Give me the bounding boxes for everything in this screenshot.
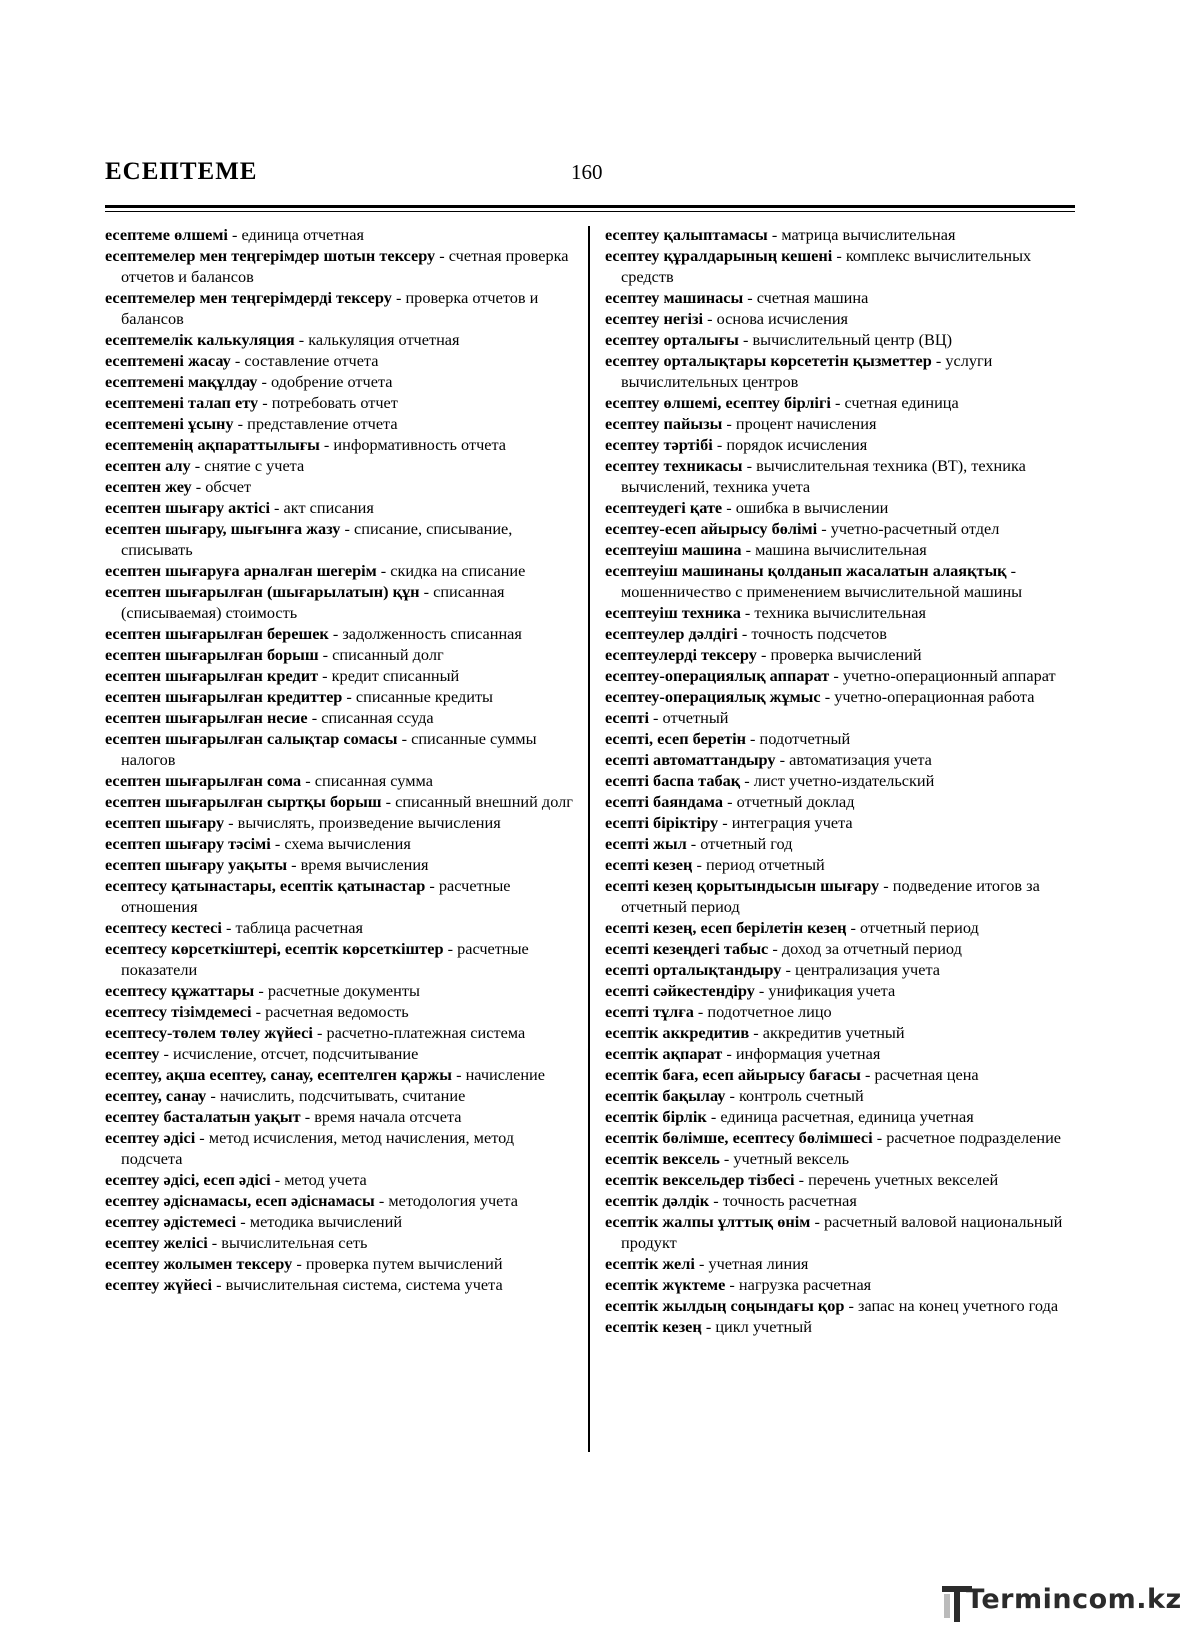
dictionary-entry: есептеу машинасы - счетная машина: [605, 288, 869, 307]
entry-definition: списанные суммы налогов: [121, 729, 537, 769]
entry-definition: информативность отчета: [333, 435, 507, 454]
entry-term: есептеулер дәлдігі: [605, 624, 738, 643]
entry-definition: машина вычислительная: [755, 540, 927, 559]
entry-term: есептеуіш машинаны қолданып жасалатын алаяқтық: [605, 561, 1007, 580]
entry-definition: таблица расчетная: [235, 918, 363, 937]
entry-term: есептемені жасау: [105, 351, 231, 370]
entry-definition: списанный внешний долг: [395, 792, 573, 811]
entry-term: есептеу: [105, 1044, 160, 1063]
entry-term: есептесу тізімдемесі: [105, 1002, 252, 1021]
right-column: [605, 224, 1075, 1337]
entry-term: есептік желі: [605, 1254, 695, 1273]
entry-term: есептен шығарылған сома: [105, 771, 302, 790]
entry-definition: централизация учета: [794, 960, 941, 979]
entry-definition: отчетный: [662, 708, 729, 727]
entry-definition: вычислять, произведение вычисления: [237, 813, 501, 832]
entry-definition: счетная проверка отчетов и балансов: [121, 246, 569, 286]
dictionary-entry: есептік аккредитив - аккредитив учетный: [605, 1023, 905, 1042]
entry-term: есептеу әдісі: [105, 1128, 196, 1147]
entry-term: есепті біріктіру: [605, 813, 719, 832]
dictionary-entry: есептен шығарылған берешек - задолженность списанная: [105, 624, 522, 643]
entry-term: есептен шығарылған (шығарылатын) құн: [105, 582, 420, 601]
dictionary-entry: есептеу тәртібі - порядок исчисления: [605, 435, 868, 454]
dictionary-entry: есептік кезең - цикл учетный: [605, 1317, 812, 1336]
entry-term: есептеп шығару тәсімі: [105, 834, 271, 853]
entry-definition: вычислительная техника (ВТ), техника вычислений, техника учета: [621, 456, 1026, 496]
entry-definition: отчетный доклад: [736, 792, 855, 811]
entry-definition: списанная ссуда: [321, 708, 434, 727]
entry-term: есептен шығару, шығынға жазу: [105, 519, 341, 538]
entry-definition: запас на конец учетного года: [858, 1296, 1059, 1315]
entry-term: есептемелер мен теңгерімдерді тексеру: [105, 288, 392, 307]
dictionary-entry: есептеу басталатын уақыт - время начала отсчета: [105, 1107, 462, 1126]
entry-definition: учетно-расчетный отдел: [830, 519, 1000, 538]
entry-term: есептеу әдістемесі: [105, 1212, 237, 1231]
entry-term: есепті баяндама: [605, 792, 724, 811]
dictionary-entry: есепті кезең қорытындысын шығару - подведение итогов за отчетный период: [605, 876, 1040, 916]
dictionary-entry: есептемелер мен теңгерімдерді тексеру - проверка отчетов и балансов: [105, 288, 539, 328]
entry-definition: подведение итогов за отчетный период: [621, 876, 1040, 916]
entry-definition: расчетная цена: [874, 1065, 979, 1084]
entry-definition: акт списания: [283, 498, 374, 517]
entry-definition: порядок исчисления: [726, 435, 868, 454]
entry-term: есептемені талап ету: [105, 393, 259, 412]
entry-term: есептік аккредитив: [605, 1023, 750, 1042]
left-column: [105, 224, 575, 1295]
entry-term: есептеп шығару: [105, 813, 225, 832]
entry-term: есептеу, ақша есептеу, санау, есептелген қаржы: [105, 1065, 453, 1084]
dictionary-entry: есептен жеу - обсчет: [105, 477, 252, 496]
dictionary-entry: есептесу-төлем төлеу жүйесі - расчетно-платежная система: [105, 1023, 526, 1042]
dictionary-entry: есептеу-операциялық аппарат - учетно-операционный аппарат: [605, 666, 1056, 685]
entry-term: есептеу желісі: [105, 1233, 208, 1252]
dictionary-entry: есептеуіш машинаны қолданып жасалатын алаяқтық - мошенничество с применением вычислительной машины: [605, 561, 1023, 601]
dictionary-entry: есепті - отчетный: [605, 708, 729, 727]
dictionary-entry: есептемені мақұлдау - одобрение отчета: [105, 372, 393, 391]
entry-definition: задолженность списанная: [342, 624, 522, 643]
entry-term: есепті, есеп беретін: [605, 729, 746, 748]
dictionary-entry: есептеу, санау - начислить, подсчитывать, считание: [105, 1086, 466, 1105]
dictionary-entry: есептік бірлік - единица расчетная, единица учетная: [605, 1107, 974, 1126]
entry-definition: методика вычислений: [249, 1212, 403, 1231]
entry-definition: представление отчета: [247, 414, 398, 433]
header-rule-thin: [105, 211, 1075, 212]
dictionary-entry: есептеу негізі - основа исчисления: [605, 309, 849, 328]
entry-definition: калькуляция отчетная: [308, 330, 460, 349]
entry-definition: основа исчисления: [716, 309, 849, 328]
entry-definition: контроль счетный: [738, 1086, 864, 1105]
dictionary-entry: есептен шығарылған борыш - списанный долг: [105, 645, 444, 664]
entry-term: есептік дәлдік: [605, 1191, 710, 1210]
dictionary-entry: есептік баға, есеп айырысу бағасы - расчетная цена: [605, 1065, 979, 1084]
entry-definition: вычислительная система, система учета: [225, 1275, 503, 1294]
entry-definition: проверка отчетов и балансов: [121, 288, 539, 328]
entry-term: есептеу машинасы: [605, 288, 744, 307]
entry-definition: единица расчетная, единица учетная: [720, 1107, 974, 1126]
entry-definition: схема вычисления: [284, 834, 411, 853]
entry-term: есептеу құралдарының кешені: [605, 246, 833, 265]
entry-definition: вычислительный центр (ВЦ): [752, 330, 953, 349]
entry-term: есептік бөлімше, есептесу бөлімшесі: [605, 1128, 873, 1147]
entry-definition: перечень учетных векселей: [808, 1170, 999, 1189]
dictionary-entry: есептен шығаруға арналған шегерім - скидка на списание: [105, 561, 526, 580]
dictionary-entry: есептеп шығару тәсімі - схема вычисления: [105, 834, 411, 853]
entry-definition: мошенничество с применением вычислительной машины: [621, 582, 1023, 601]
entry-term: есептесу қатынастары, есептік қатынастар: [105, 876, 426, 895]
entry-term: есептен шығарылған берешек: [105, 624, 329, 643]
entry-definition: нагрузка расчетная: [738, 1275, 872, 1294]
entry-term: есепті кезең, есеп берілетін кезең: [605, 918, 847, 937]
dictionary-entry: есептеу құралдарының кешені - комплекс вычислительных средств: [605, 246, 1032, 286]
dictionary-entry: есептік бөлімше, есептесу бөлімшесі - расчетное подразделение: [605, 1128, 1062, 1147]
dictionary-entry: есептеу әдісі, есеп әдісі - метод учета: [105, 1170, 367, 1189]
dictionary-entry: есептік жүктеме - нагрузка расчетная: [605, 1275, 872, 1294]
dictionary-entry: есептеу, ақша есептеу, санау, есептелген қаржы - начисление: [105, 1065, 545, 1084]
dictionary-entry: есептен шығарылған кредиттер - списанные кредиты: [105, 687, 494, 706]
entry-term: есептік кезең: [605, 1317, 702, 1336]
entry-definition: комплекс вычислительных средств: [621, 246, 1032, 286]
entry-term: есептен алу: [105, 456, 191, 475]
entry-definition: снятие с учета: [204, 456, 305, 475]
entry-term: есепті кезеңдегі табыс: [605, 939, 769, 958]
entry-term: есептен жеу: [105, 477, 192, 496]
entry-term: есептеу-операциялық жұмыс: [605, 687, 821, 706]
entry-definition: счетная машина: [756, 288, 869, 307]
dictionary-entry: есептеу желісі - вычислительная сеть: [105, 1233, 368, 1252]
entry-definition: техника вычислительная: [754, 603, 926, 622]
entry-definition: информация учетная: [735, 1044, 881, 1063]
entry-term: есептеп шығару уақыты: [105, 855, 288, 874]
dictionary-entry: есептен шығарылған кредит - кредит списанный: [105, 666, 460, 685]
entry-term: есептеу қалыптамасы: [605, 225, 768, 244]
entry-definition: начислить, подсчитывать, считание: [219, 1086, 466, 1105]
dictionary-entry: есептік вексель - учетный вексель: [605, 1149, 850, 1168]
entry-definition: метод исчисления, метод начисления, метод подсчета: [121, 1128, 515, 1168]
entry-term: есептен шығарылған кредит: [105, 666, 319, 685]
dictionary-entry: есептесу көрсеткіштері, есептік көрсеткіштер - расчетные показатели: [105, 939, 529, 979]
dictionary-entry: есептеу әдіснамасы, есеп әдіснамасы - методология учета: [105, 1191, 518, 1210]
entry-term: есептеме өлшемі: [105, 225, 228, 244]
dictionary-entry: есептеу-есеп айырысу бөлімі - учетно-расчетный отдел: [605, 519, 1000, 538]
dictionary-entry: есептемелік калькуляция - калькуляция отчетная: [105, 330, 460, 349]
dictionary-entry: есептік бақылау - контроль счетный: [605, 1086, 864, 1105]
dictionary-entry: есептемені жасау - составление отчета: [105, 351, 379, 370]
entry-definition: расчетный валовой национальный продукт: [621, 1212, 1063, 1252]
entry-term: есептік ақпарат: [605, 1044, 723, 1063]
entry-definition: подотчетное лицо: [707, 1002, 832, 1021]
entry-definition: составление отчета: [244, 351, 379, 370]
entry-definition: проверка вычислений: [770, 645, 922, 664]
entry-term: есепті автоматтандыру: [605, 750, 776, 769]
entry-term: есептесу көрсеткіштері, есептік көрсеткіштер: [105, 939, 444, 958]
entry-term: есептеу өлшемі, есептеу бірлігі: [605, 393, 831, 412]
entry-definition: лист учетно-издательский: [753, 771, 935, 790]
entry-definition: цикл учетный: [715, 1317, 812, 1336]
entry-term: есептесу құжаттары: [105, 981, 255, 1000]
dictionary-entry: есептен алу - снятие с учета: [105, 456, 305, 475]
dictionary-entry: есептеу әдісі - метод исчисления, метод начисления, метод подсчета: [105, 1128, 515, 1168]
dictionary-entry: есептен шығару, шығынға жазу - списание, списывание, списывать: [105, 519, 513, 559]
entry-term: есептеу әдіснамасы, есеп әдіснамасы: [105, 1191, 375, 1210]
dictionary-entry: есепті, есеп беретін - подотчетный: [605, 729, 851, 748]
dictionary-entry: есептеулер дәлдігі - точность подсчетов: [605, 624, 887, 643]
dictionary-entry: есептеменің ақпараттылығы - информативность отчета: [105, 435, 507, 454]
entry-definition: скидка на списание: [390, 561, 526, 580]
dictionary-entry: есепті біріктіру - интеграция учета: [605, 813, 853, 832]
entry-term: есептемені ұсыну: [105, 414, 234, 433]
dictionary-entry: есепті тұлға - подотчетное лицо: [605, 1002, 832, 1021]
entry-definition: списание, списывание, списывать: [121, 519, 513, 559]
entry-term: есептен шығарылған кредиттер: [105, 687, 343, 706]
dictionary-entry: есептеулерді тексеру - проверка вычислений: [605, 645, 922, 664]
entry-term: есептен шығару актісі: [105, 498, 270, 517]
entry-term: есептеу жолымен тексеру: [105, 1254, 293, 1273]
dictionary-entry: есептен шығарылған сома - списанная сумма: [105, 771, 433, 790]
entry-definition: единица отчетная: [241, 225, 364, 244]
entry-term: есептік вексельдер тізбесі: [605, 1170, 795, 1189]
entry-term: есептесу кестесі: [105, 918, 222, 937]
header-rule-thick: [105, 205, 1075, 208]
dictionary-entry: есептеме өлшемі - единица отчетная: [105, 225, 364, 244]
entry-definition: расчетное подразделение: [886, 1128, 1062, 1147]
entry-term: есепті кезең: [605, 855, 693, 874]
dictionary-entry: есептеп шығару уақыты - время вычисления: [105, 855, 429, 874]
entry-definition: матрица вычислительная: [781, 225, 956, 244]
entry-term: есептеу негізі: [605, 309, 704, 328]
entry-term: есептік баға, есеп айырысу бағасы: [605, 1065, 861, 1084]
entry-term: есептемелер мен теңгерімдер шотын тексеру: [105, 246, 436, 265]
entry-term: есепті орталықтандыру: [605, 960, 782, 979]
column-divider: [588, 226, 590, 1452]
dictionary-entry: есептен шығарылған (шығарылатын) құн - списанная (списываемая) стоимость: [105, 582, 505, 622]
entry-term: есептеуіш техника: [605, 603, 741, 622]
entry-definition: унификация учета: [768, 981, 896, 1000]
entry-definition: списанные кредиты: [355, 687, 494, 706]
dictionary-entry: есептеу жүйесі - вычислительная система, система учета: [105, 1275, 503, 1294]
dictionary-entry: есептеу техникасы - вычислительная техника (ВТ), техника вычислений, техника учета: [605, 456, 1026, 496]
entry-term: есептеу әдісі, есеп әдісі: [105, 1170, 271, 1189]
dictionary-entry: есептесу қатынастары, есептік қатынастар - расчетные отношения: [105, 876, 511, 916]
entry-definition: доход за отчетный период: [781, 939, 962, 958]
dictionary-entry: есепті баспа табақ - лист учетно-издательский: [605, 771, 935, 790]
entry-term: есептен шығаруға арналған шегерім: [105, 561, 377, 580]
entry-definition: списанная (списываемая) стоимость: [121, 582, 505, 622]
entry-term: есептік жылдың соңындағы қор: [605, 1296, 845, 1315]
dictionary-entry: есептен шығарылған сыртқы борыш - списанный внешний долг: [105, 792, 573, 811]
entry-definition: расчетная ведомость: [265, 1002, 409, 1021]
entry-definition: расчетные отношения: [121, 876, 511, 916]
entry-definition: кредит списанный: [331, 666, 460, 685]
entry-definition: расчетные документы: [267, 981, 420, 1000]
dictionary-entry: есепті сәйкестендіру - унификация учета: [605, 981, 896, 1000]
entry-term: есептеу орталықтары көрсететін қызметтер: [605, 351, 932, 370]
entry-term: есептеулерді тексеру: [605, 645, 757, 664]
dictionary-entry: есептемені ұсыну - представление отчета: [105, 414, 398, 433]
page-header-title: ЕСЕПТЕМЕ: [105, 158, 258, 185]
entry-definition: учетный вексель: [733, 1149, 850, 1168]
entry-definition: списанный долг: [332, 645, 444, 664]
entry-term: есепті баспа табақ: [605, 771, 741, 790]
logo-text: Termincom.kz: [966, 1584, 1182, 1615]
entry-definition: автоматизация учета: [789, 750, 932, 769]
entry-definition: учетно-операционная работа: [834, 687, 1035, 706]
dictionary-entry: есептеу қалыптамасы - матрица вычислительная: [605, 225, 956, 244]
dictionary-entry: есептен шығарылған несие - списанная ссуда: [105, 708, 434, 727]
entry-definition: потребовать отчет: [271, 393, 398, 412]
dictionary-entry: есепті жыл - отчетный год: [605, 834, 793, 853]
dictionary-entry: есептен шығарылған салықтар сомасы - списанные суммы налогов: [105, 729, 537, 769]
dictionary-entry: есептік дәлдік - точность расчетная: [605, 1191, 857, 1210]
entry-definition: метод учета: [284, 1170, 367, 1189]
entry-term: есептеудегі қате: [605, 498, 723, 517]
entry-definition: обсчет: [205, 477, 252, 496]
entry-definition: проверка путем вычислений: [305, 1254, 503, 1273]
entry-definition: процент начисления: [735, 414, 877, 433]
entry-term: есептеу техникасы: [605, 456, 743, 475]
entry-definition: методология учета: [388, 1191, 518, 1210]
dictionary-entry: есептеп шығару - вычислять, произведение вычисления: [105, 813, 501, 832]
dictionary-entry: есептесу кестесі - таблица расчетная: [105, 918, 363, 937]
dictionary-entry: есептеу-операциялық жұмыс - учетно-операционная работа: [605, 687, 1035, 706]
dictionary-entry: есептеу - исчисление, отсчет, подсчитывание: [105, 1044, 419, 1063]
dictionary-entry: есептік жалпы ұлттық өнім - расчетный валовой национальный продукт: [605, 1212, 1063, 1252]
dictionary-entry: есептеу өлшемі, есептеу бірлігі - счетная единица: [605, 393, 959, 412]
entry-definition: точность подсчетов: [751, 624, 887, 643]
entry-term: есептеу пайызы: [605, 414, 723, 433]
entry-definition: интеграция учета: [731, 813, 853, 832]
dictionary-entry: есептеу орталықтары көрсететін қызметтер - услуги вычислительных центров: [605, 351, 993, 391]
dictionary-entry: есептік жылдың соңындағы қор - запас на конец учетного года: [605, 1296, 1059, 1315]
entry-term: есептеу орталығы: [605, 330, 739, 349]
entry-term: есепті: [605, 708, 649, 727]
dictionary-entry: есепті кезең, есеп берілетін кезең - отчетный период: [605, 918, 979, 937]
entry-term: есептен шығарылған сыртқы борыш: [105, 792, 382, 811]
dictionary-entry: есептеу пайызы - процент начисления: [605, 414, 877, 433]
entry-term: есептен шығарылған салықтар сомасы: [105, 729, 398, 748]
entry-definition: услуги вычислительных центров: [621, 351, 993, 391]
dictionary-entry: есепті баяндама - отчетный доклад: [605, 792, 855, 811]
entry-term: есептеу, санау: [105, 1086, 207, 1105]
site-logo: [938, 1580, 1182, 1626]
entry-definition: аккредитив учетный: [762, 1023, 905, 1042]
dictionary-entry: есепті кезеңдегі табыс - доход за отчетный период: [605, 939, 962, 958]
dictionary-entry: есептеу жолымен тексеру - проверка путем вычислений: [105, 1254, 503, 1273]
entry-term: есептік жалпы ұлттық өнім: [605, 1212, 811, 1231]
dictionary-entry: есептеудегі қате - ошибка в вычислении: [605, 498, 889, 517]
dictionary-entry: есептеуіш техника - техника вычислительная: [605, 603, 926, 622]
dictionary-entry: есептеу әдістемесі - методика вычислений: [105, 1212, 403, 1231]
entry-definition: точность расчетная: [722, 1191, 857, 1210]
entry-definition: расчетно-платежная система: [326, 1023, 526, 1042]
entry-definition: списанная сумма: [314, 771, 433, 790]
dictionary-entry: есептеу орталығы - вычислительный центр (ВЦ): [605, 330, 953, 349]
dictionary-entry: есепті автоматтандыру - автоматизация учета: [605, 750, 932, 769]
entry-definition: ошибка в вычислении: [735, 498, 889, 517]
entry-term: есепті кезең қорытындысын шығару: [605, 876, 880, 895]
entry-definition: время начала отсчета: [314, 1107, 462, 1126]
entry-term: есептеу жүйесі: [105, 1275, 212, 1294]
dictionary-entry: есептесу құжаттары - расчетные документы: [105, 981, 420, 1000]
entry-definition: одобрение отчета: [271, 372, 393, 391]
entry-definition: исчисление, отсчет, подсчитывание: [172, 1044, 419, 1063]
entry-definition: начисление: [465, 1065, 545, 1084]
entry-term: есептеу басталатын уақыт: [105, 1107, 301, 1126]
entry-definition: расчетные показатели: [121, 939, 529, 979]
entry-definition: отчетный год: [700, 834, 793, 853]
entry-term: есептеу-есеп айырысу бөлімі: [605, 519, 818, 538]
entry-definition: подотчетный: [759, 729, 851, 748]
dictionary-entry: есептік желі - учетная линия: [605, 1254, 809, 1273]
dictionary-entry: есептік ақпарат - информация учетная: [605, 1044, 881, 1063]
entry-definition: вычислительная сеть: [221, 1233, 368, 1252]
entry-term: есептен шығарылған борыш: [105, 645, 319, 664]
entry-term: есептік бірлік: [605, 1107, 707, 1126]
dictionary-entry: есептен шығару актісі - акт списания: [105, 498, 374, 517]
entry-term: есепті жыл: [605, 834, 687, 853]
dictionary-entry: есептемені талап ету - потребовать отчет: [105, 393, 398, 412]
dictionary-entry: есептемелер мен теңгерімдер шотын тексеру - счетная проверка отчетов и балансов: [105, 246, 569, 286]
entry-term: есептеменің ақпараттылығы: [105, 435, 320, 454]
entry-definition: период отчетный: [705, 855, 825, 874]
entry-term: есепті сәйкестендіру: [605, 981, 755, 1000]
dictionary-entry: есепті орталықтандыру - централизация учета: [605, 960, 941, 979]
dictionary-entry: есептік вексельдер тізбесі - перечень учетных векселей: [605, 1170, 999, 1189]
entry-definition: учетная линия: [708, 1254, 809, 1273]
entry-definition: время вычисления: [300, 855, 429, 874]
entry-definition: счетная единица: [844, 393, 959, 412]
entry-term: есептеу тәртібі: [605, 435, 713, 454]
entry-term: есептік вексель: [605, 1149, 720, 1168]
entry-term: есептік жүктеме: [605, 1275, 726, 1294]
entry-term: есепті тұлға: [605, 1002, 694, 1021]
entry-term: есептемені мақұлдау: [105, 372, 258, 391]
entry-term: есептеу-операциялық аппарат: [605, 666, 830, 685]
entry-term: есептесу-төлем төлеу жүйесі: [105, 1023, 313, 1042]
entry-term: есептемелік калькуляция: [105, 330, 295, 349]
entry-definition: учетно-операционный аппарат: [842, 666, 1056, 685]
entry-term: есептеуіш машина: [605, 540, 742, 559]
entry-term: есептен шығарылған несие: [105, 708, 308, 727]
dictionary-entry: есептеуіш машина - машина вычислительная: [605, 540, 927, 559]
dictionary-entry: есепті кезең - период отчетный: [605, 855, 825, 874]
entry-term: есептік бақылау: [605, 1086, 726, 1105]
entry-definition: отчетный период: [860, 918, 979, 937]
dictionary-entry: есептесу тізімдемесі - расчетная ведомость: [105, 1002, 409, 1021]
page-number: 160: [571, 160, 603, 184]
